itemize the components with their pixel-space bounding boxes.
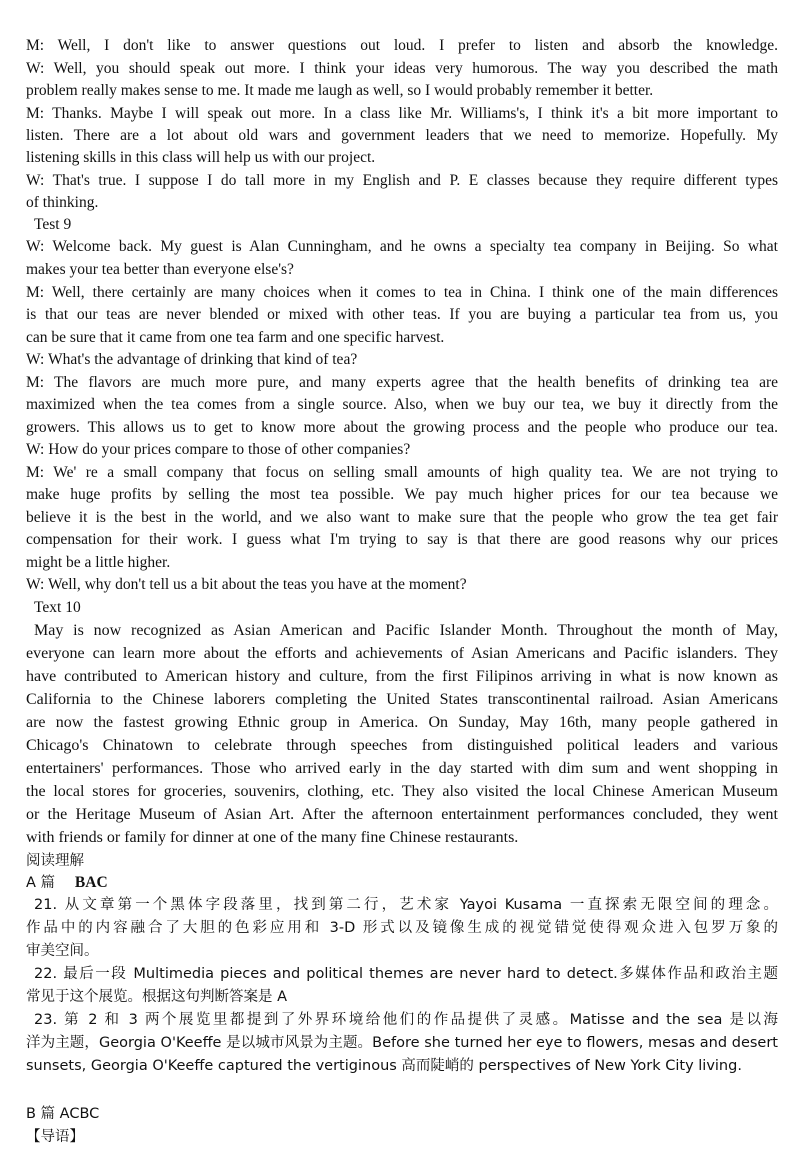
- dialogue-line: W: That's true. I suppose I do tall more in my English and P. E classes because they require different types: [26, 172, 778, 189]
- section-a-line: 作品中的内容融合了大胆的色彩应用和 3-D 形式以及镜像生成的视觉错觉使得观众进入包罗万象的: [26, 920, 778, 936]
- reading-heading: 阅读理解: [26, 853, 84, 869]
- test9-line: can be sure that it came from one tea farm and one specific harvest.: [26, 329, 445, 346]
- test9-line: believe it is the best in the world, and we also want to make sure that the people who grow the tea get fair: [26, 509, 778, 526]
- section-a-line: 23. 第 2 和 3 两个展览里都提到了外界环境给他们的作品提供了灵感。Matisse and the sea 是以海: [34, 1012, 778, 1028]
- guide-label: 【导语】: [26, 1129, 84, 1145]
- test9-line: W: How do your prices compare to those of other companies?: [26, 441, 411, 458]
- test9-line: compensation for their work. I guess what I'm trying to say is that there are good reasons why our prices: [26, 531, 778, 548]
- dialogue-line: M: Well, I don't like to answer questions out loud. I prefer to listen and absorb the knowledge.: [26, 37, 778, 54]
- test9-line: is that our teas are never blended or mixed with other teas. If you are buying a particular tea from us, you: [26, 306, 778, 323]
- dialogue-line: M: Thanks. Maybe I will speak out more. In a class like Mr. Williams's, I think it's a bit more important to: [26, 105, 778, 122]
- test9-line: growers. This allows us to get to know more about the growing process and the people who produce our tea.: [26, 419, 778, 436]
- text-10-heading: Text 10: [34, 599, 81, 616]
- text10-line: everyone can learn more about the efforts and achievements of Asian Americans and Pacific islanders. They: [26, 645, 778, 662]
- test9-line: make huge profits by selling the most tea possible. We pay much higher prices for our tea because we: [26, 486, 778, 503]
- test9-line: M: Well, there certainly are many choices when it comes to tea in China. I think one of the main differences: [26, 284, 778, 301]
- dialogue-line: W: Well, you should speak out more. I think your ideas very humorous. The way you described the math: [26, 60, 778, 77]
- text10-line: Chicago's Chinatown to celebrate through speeches from distinguished political leaders and various: [26, 737, 778, 754]
- text10-line: with friends or family for dinner at one of the many fine Chinese restaurants.: [26, 829, 519, 846]
- section-a-header: [26, 873, 778, 893]
- text10-line: or the Heritage Museum of Asian Art. After the afternoon entertainment performances concluded, they went: [26, 806, 778, 823]
- section-a-line: 洋为主题，Georgia O'Keeffe 是以城市风景为主题。Before she turned her eye to flowers, mesas and desert: [26, 1035, 778, 1051]
- test-9-heading: Test 9: [34, 216, 72, 233]
- text10-line: California to the Chinese laborers completing the United States transcontinental railroad. Asian Americans: [26, 691, 778, 708]
- test9-line: W: Welcome back. My guest is Alan Cunningham, and he owns a specialty tea company in Beijing. So what: [26, 238, 778, 255]
- test9-line: M: The flavors are much more pure, and many experts agree that the health benefits of drinking tea are: [26, 374, 778, 391]
- text10-line: entertainers' performances. Those who arrived early in the day started with dim sum and went shopping in: [26, 760, 778, 777]
- test9-line: makes your tea better than everyone else's?: [26, 261, 294, 278]
- dialogue-line: listening skills in this class will help us with our project.: [26, 149, 376, 166]
- dialogue-line: listen. There are a lot about old wars and government leaders that we need to memorize. Hopefully. My: [26, 127, 778, 144]
- section-a-answers: BAC: [74, 874, 108, 891]
- section-a-line: 常见于这个展览。根据这句判断答案是 A: [26, 989, 288, 1005]
- test9-line: maximized when the tea comes from a single source. Also, when we buy our tea, we buy it directly from the: [26, 396, 778, 413]
- section-b-label: B 篇 ACBC: [26, 1106, 100, 1122]
- dialogue-line: problem really makes sense to me. It made me laugh as well, so I would probably remember it better.: [26, 82, 654, 99]
- test9-line: W: What's the advantage of drinking that kind of tea?: [26, 351, 358, 368]
- dialogue-line: of thinking.: [26, 194, 99, 211]
- section-a-label: A 篇: [26, 875, 56, 891]
- text10-line: are now the fastest growing Ethnic group in America. On Sunday, May 16th, many people gathered in: [26, 714, 778, 731]
- test9-line: W: Well, why don't tell us a bit about the teas you have at the moment?: [26, 576, 467, 593]
- section-a-line: 审美空间。: [26, 943, 99, 959]
- section-a-line: 21. 从文章第一个黑体字段落里，找到第二行，艺术家 Yayoi Kusama 一直探索无限空间的理念。: [34, 897, 778, 913]
- text10-line: May is now recognized as Asian American and Pacific Islander Month. Throughout the month of May,: [34, 622, 778, 639]
- test9-line: M: We' re a small company that focus on selling small amounts of high quality tea. We are not trying to: [26, 464, 778, 481]
- text10-line: have contributed to American history and culture, from the first Filipinos arriving in what is now known as: [26, 668, 778, 685]
- section-a-line: sunsets, Georgia O'Keeffe captured the vertiginous 高而陡峭的 perspectives of New York City living.: [26, 1058, 742, 1074]
- section-a-line: 22. 最后一段 Multimedia pieces and political themes are never hard to detect.多媒体作品和政治主题: [34, 966, 778, 982]
- test9-line: might be a little higher.: [26, 554, 171, 571]
- text10-line: the local stores for groceries, souvenirs, clothing, etc. They also visited the local Chinese American Museum: [26, 783, 778, 800]
